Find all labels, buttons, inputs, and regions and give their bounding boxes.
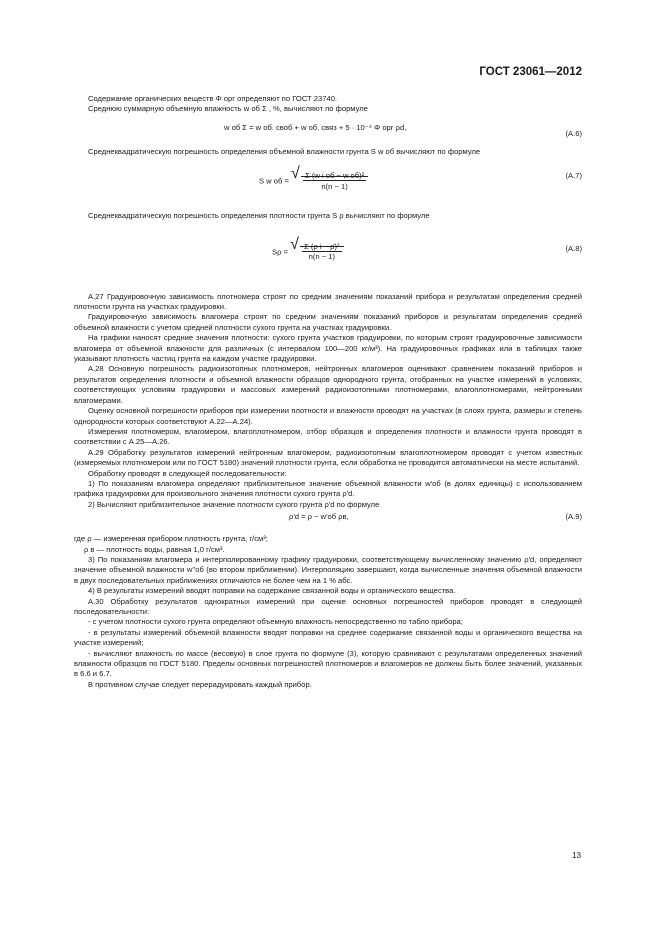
equation-number: (А.7) (565, 171, 582, 181)
equation-lhs: Sρ = (272, 247, 288, 257)
sqrt-sign: √ $\frac{\text{Σ (ρ i − ρ̄)²}}{n(n - 1)}$ (290, 242, 343, 263)
paragraph: - вычисляют влажность по массе (весовую) в слое грунта по формуле (3), которую сравнивают с результатами определенных значений влажности образцов по ГОСТ 5180. Пределы основных погрешностей плотномеров и влагомеров не должны быть более значений, указанных в 6.6 и 6.7. (74, 648, 582, 679)
paragraph: Оценку основной погрешности приборов при измерении плотности и влажности проводят на участках (в слоях грунта, размеры и степень однородности которых соответствуют А.22—А.24). (74, 406, 582, 426)
page-body (74, 94, 582, 690)
paragraph: Среднеквадратическую погрешность определения объемной влажности грунта S w об вычисляют по формуле (88, 146, 481, 156)
equation-number: (А.6) (565, 128, 582, 138)
equation-number: (А.9) (565, 512, 582, 522)
equation-number: (А.8) (565, 243, 582, 253)
paragraph: А.28 Основную погрешность радиоизотопных плотномеров, нейтронных влагомеров оценивают сравнением показаний приборов и результатов определения плотности и объемной влажности образцов однородного грунта, отобранных на участке измерений в условиях, соответствующих условиям градуировки и массовых измерений радиоизотопными плотномерами, влагоплотномерами, нейтронными влагомерами. (74, 364, 582, 405)
paragraph: 2) Вычисляют приблизительное значение плотности сухого грунта ρ'd по формуле (88, 499, 380, 509)
fraction-denominator: n(n − 1) (321, 181, 348, 191)
paragraph: Измерения плотномером, влагомером, влагоплотномером, отбор образцов и определения плотности и влажности грунта проводят в соответствии с А.25—А.26. (74, 426, 582, 447)
equation-a8 (74, 232, 582, 290)
paragraph: Обработку проводят в следующей последовательности: (88, 468, 287, 478)
paragraph: Среднюю суммарную объемную влажность w об Σ , %, вычисляют по формуле (88, 104, 368, 114)
paragraph: ρ в — плотность воды, равная 1,0 г/см³. (84, 544, 225, 554)
equation-formula: ρ'd = ρ − w'об ρв, (289, 512, 349, 522)
paragraph: Градуировочную зависимость влагомера строят по средним значениям показаний приборов и результатам определения средней объемной влажности с учетом средней плотности сухого грунта на участках градуировки. (74, 312, 582, 332)
paragraph: Содержание органических веществ Φ орг определяют по ГОСТ 23740. (88, 94, 338, 103)
fraction-denominator: n(n − 1) (308, 252, 335, 262)
paragraph: Среднеквадратическую погрешность определения плотности грунта S ρ вычисляют по формуле (88, 211, 430, 221)
fraction-numerator: Σ (w i об − w об)² (305, 171, 365, 181)
paragraph: А.30 Обработку результатов однократных измерений при оценке основных погрешностей приборов проводят в следующей последовательности: (74, 596, 582, 616)
paragraph: На графики наносят средние значения плотности: сухого грунта участков градуировки, по которым строят градуировочные зависимости влагомера от объемной влажности для различных (с интервалом 100—200 кг/м³). На градуировочных графиках или в таблицах также указывают плотность частиц грунта на каждом участке градуировки. (74, 333, 582, 364)
paragraph: В противном случае следует перерадуировать каждый прибор. (88, 679, 312, 689)
paragraph: - с учетом плотности сухого грунта определяют объемную влажность непосредственно по табло прибора; (88, 617, 463, 627)
paragraph: - в результаты измерений объемной влажности вводят поправки на среднее содержание связанной воды и органического вещества на участке измерений; (74, 627, 582, 648)
equation-a9 (74, 512, 582, 532)
equation-a7 (74, 165, 582, 209)
paragraph: А.29 Обработку результатов измерений нейтронным влагомером, радиоизотопным влагоплотномером проводят с учетом известных (измеряемых плотномером или по ГОСТ 5180) значений плотности грунта, если обработка не проводится автоматически на месте испытаний. (74, 447, 582, 468)
equation-lhs: S w об = (259, 176, 289, 186)
paragraph: где ρ — измеренная прибором плотность грунта, г/см³; (74, 534, 268, 544)
paragraph: 4) В результаты измерений вводят поправки на содержание связанной воды и органического вещества. (88, 586, 456, 596)
paragraph: А.27 Градуировочную зависимость плотномера строят по средним значениям показаний прибора и результатам определения средней плотности грунта на участках градуировки. (74, 291, 582, 312)
paragraph: 3) По показаниям влагомера и интерполированному графику градуировки, соответствующему вычисленному значению ρ'd, определяют значение объемной влажности w''об (во втором приближении). Интерполяцию завершают, когда вычисленные значения объемной влажности в двух последовательных приближениях отличаются не более чем на 1 % абс. (74, 554, 582, 585)
equation-formula: w об Σ = w об. своб + w об. связ + 5 · 10⁻⁴ Φ орг ρd, (224, 122, 407, 132)
fraction-numerator: Σ (ρ i − ρ̄)² (304, 241, 340, 251)
document-header: ГОСТ 23061—2012 (479, 66, 582, 78)
sqrt-sign: √ $\frac{\text{Σ (w i об − w об)²}}{n(n - 1)}$ (291, 171, 368, 192)
paragraph: 1) По показаниям влагомера определяют приблизительное значение объемной влажности w'об (в долях единицы) с использованием графика градуировки для произвольного значения плотности сухого грунта ρ'd. (74, 478, 582, 499)
equation-a6 (74, 123, 582, 145)
page-number: 13 (572, 851, 581, 860)
